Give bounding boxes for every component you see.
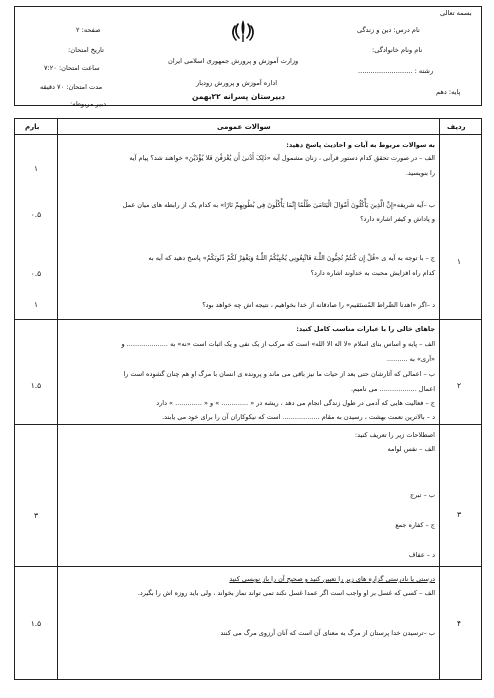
question-3a: الف – نفس لوامه bbox=[387, 445, 435, 453]
question-3d: د – عفاف bbox=[408, 551, 435, 559]
question-1b-continued: و پاداش و کیفر اشاره دارد؟ bbox=[360, 215, 435, 223]
exam-date-label: تاریخ امتحان: bbox=[68, 46, 104, 54]
question-1c: ج – با توجه به آیه ی «قُلْ إِن كُنتُمْ تُحِبُّونَ اللَّـهَ فَاتَّبِعُونِي يُحْبِبْكُمُ اللَّـهُ وَيَغْفِرْ لَكُمْ ذُنُوبَكُمْ» پاسخ دهید که آیه به bbox=[148, 254, 435, 262]
education-office: اداره آموزش و پرورش رودبار bbox=[196, 79, 278, 87]
question-3-instruction: اصطلاحات زیر را تعریف کنید: bbox=[354, 431, 435, 439]
question-2-score: ۱.۵ bbox=[30, 381, 42, 390]
question-4-instruction: درستی یا نادرستی گزاره های زیر را تعیین کنید و صحیح آن را باز نویسی کنید bbox=[229, 575, 435, 583]
row-divider-1 bbox=[15, 319, 481, 320]
column-header-score: بارم bbox=[25, 123, 40, 131]
grade-label: پایه: دهم bbox=[436, 88, 461, 96]
question-2b: ب – اعمالی که آثارشان حتی بعد از حیات ما نیز باقی می ماند و پرونده ی انسان با مرگ او هم چنان گشوده است را bbox=[123, 370, 435, 378]
question-1a: الف – در صورت تحقق کدام دستور قرآنی ، زنان مشمول آیه «ذٰلِکَ أَدْنىٰ أَن يُعْرَفْنَ فَلا يُؤْذَيْنَ» خواهند شد؟ پیام آیه bbox=[129, 154, 435, 162]
question-2a: الف – پایه و اساس بنای اسلام «لا اله الا الله» است که مرکب از یک نفی و یک اثبات است «نه» به .................... و bbox=[121, 340, 435, 348]
field-label: رشته : .......................... bbox=[358, 67, 434, 75]
teacher-label: دبیر مربوطه: bbox=[70, 100, 106, 108]
question-1b: ب –آیه شریفه«إِنَّ الَّذِينَ يَأْكُلُونَ أَمْوَالَ الْيَتَامَىٰ ظُلْمًا إِنَّمَا يَأْكُلُونَ فِي بُطُونِهِمْ نَارًا» به کدام یک از رابطه های میان عمل bbox=[122, 201, 435, 209]
question-2a-continued: «آری» به .......... bbox=[386, 355, 435, 363]
questions-table bbox=[14, 118, 482, 680]
basmala: بسمه تعالی bbox=[440, 9, 472, 17]
school-name: دبیرستان پسرانه ۲۲بهمن bbox=[192, 92, 286, 101]
question-1c-score: ۰.۵ bbox=[30, 269, 42, 278]
question-1d: د –اگر «اهدنا الصِّراط المُستَقیم» را صادقانه از خدا بخواهیم ، نتیجه اش چه خواهد بود؟ bbox=[202, 301, 435, 309]
column-header-row: ردیف bbox=[447, 123, 466, 131]
question-row-number: ۴ bbox=[456, 619, 462, 628]
question-1a-score: ۱ bbox=[33, 164, 39, 173]
header-divider bbox=[15, 134, 481, 135]
row-divider-2 bbox=[15, 424, 481, 425]
question-3b: ب – تبرج bbox=[409, 491, 435, 499]
row-column-divider bbox=[439, 119, 440, 679]
question-4b: ب –ترسیدن خدا پرستان از مرگ به معنای آن است که آنان آرزوی مرگ می کنند bbox=[220, 629, 435, 637]
question-4a: الف – کسی که غسل بر او واجب است اگر عمدا غسل نکند تمی تواند نماز بخواند ، ولی باید روزه اش را بگیرد. bbox=[137, 589, 435, 597]
student-name-label: نام ونام خانوادگی: bbox=[372, 46, 423, 54]
question-4-score: ۱.۵ bbox=[30, 619, 42, 628]
row-divider-3 bbox=[15, 566, 481, 567]
ministry-name: وزارت آموزش و پرورش جمهوری اسلامی ایران bbox=[168, 57, 299, 65]
question-1b-score: ۰.۵ bbox=[30, 210, 42, 219]
score-column-divider bbox=[57, 119, 58, 679]
question-1c-continued: کدام راه افزایش محبت به خداوند اشاره دارد؟ bbox=[310, 269, 435, 277]
question-row-number: ۱ bbox=[456, 257, 462, 266]
course-label: نام درس: دین و زندگی bbox=[357, 26, 420, 34]
question-2-instruction: جاهای خالی را با عبارات مناسب کامل کنید: bbox=[296, 325, 435, 333]
question-3-score: ۳ bbox=[33, 511, 39, 520]
exam-duration-label: مدت امتحان: ۷۰ دقیقه bbox=[40, 83, 103, 91]
iran-emblem-icon bbox=[228, 18, 258, 44]
page-number-label: صفحه: ۲ bbox=[76, 26, 101, 34]
question-2b-continued: اعمال .................. می نامیم. bbox=[350, 385, 435, 393]
question-row-number: ۲ bbox=[456, 381, 462, 390]
question-1-instruction: به سوالات مربوط به آیات و احادیث پاسخ دهید: bbox=[286, 141, 435, 149]
question-2c: ج – فعالیت هایی که آدمی در طول زندگی انجام می دهد ، ریشه در « ............. » و « ............. » دارد bbox=[156, 399, 435, 407]
question-1a-continued: را بنویسید. bbox=[405, 169, 435, 177]
column-header-questions: سوالات عمومی bbox=[217, 123, 271, 131]
question-row-number: ۳ bbox=[456, 510, 462, 519]
question-3c: ج – کفاره جمع bbox=[395, 521, 435, 529]
question-2d: د – بالاترین نعمت بهشت ، رسیدن به مقام .................. است که نیکوکاران آن را برای خود می یابند. bbox=[162, 413, 435, 421]
question-1d-score: ۱ bbox=[33, 300, 39, 309]
exam-time-label: ساعت امتحان: ۷:۲۰ bbox=[44, 64, 100, 72]
